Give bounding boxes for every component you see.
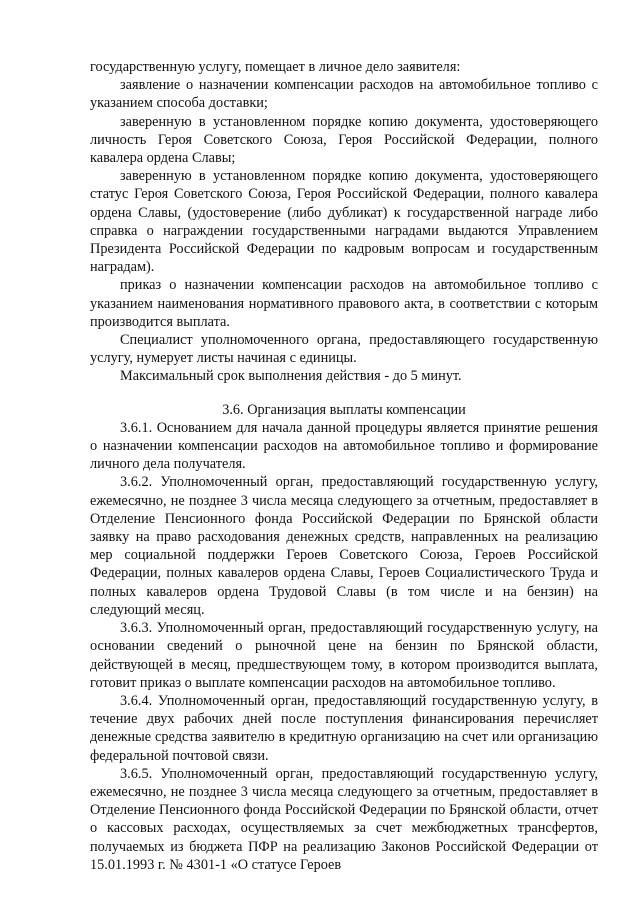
paragraph: заверенную в установленном порядке копию документа, удостоверяющего личность Героя Советского Союза, Героя Российской Федерации, полного кавалера ордена Славы; <box>90 113 598 167</box>
top-paragraphs <box>90 58 598 386</box>
section-heading: 3.6. Организация выплаты компенсации <box>222 401 466 418</box>
document-page <box>90 58 598 874</box>
paragraph: Специалист уполномоченного органа, предоставляющего государственную услугу, нумерует листы начиная с единицы. <box>90 332 598 367</box>
paragraph: 3.6.1. Основанием для начала данной процедуры является принятие решения о назначении компенсации расходов на автомобильное топливо и формирование личного дела получателя. <box>90 419 598 473</box>
paragraph: 3.6.2. Уполномоченный орган, предоставляющий государственную услугу, ежемесячно, не позднее 3 числа месяца следующего за отчетным, предоставляет в Отделение Пенсионного фонда Российской Федерации по Брянской области заявку на право расходования денежных средств, направленных на реализацию мер социальной поддержки Героев Советского Союза, Героев Российской Федерации, полных кавалеров ордена Славы, Героев Социалистического Труда и полных кавалеров ордена Трудовой Славы (в том числе и на бензин) на следующий месяц. <box>90 474 598 618</box>
paragraph: заверенную в установленном порядке копию документа, удостоверяющего статус Героя Советского Союза, Героя Российской Федерации, полного кавалера ордена Славы, (удостоверение (либо дубликат) к государственной награде либо справка о награждении государственными наградами выдаются Управлением Президента Российской Федерации по кадровым вопросам и государственным наградам). <box>90 168 598 276</box>
paragraph: Максимальный срок выполнения действия - до 5 минут. <box>120 368 462 385</box>
paragraph: приказ о назначении компенсации расходов на автомобильное топливо с указанием наименования нормативного правового акта, в соответствии с которым производится выплата. <box>90 277 598 330</box>
paragraph: государственную услугу, помещает в личное дело заявителя: <box>90 59 461 75</box>
paragraph: заявление о назначении компенсации расходов на автомобильное топливо с указанием способа доставки; <box>90 77 598 112</box>
paragraph: 3.6.3. Уполномоченный орган, предоставляющий государственную услугу, на основании сведений о рыночной цене на бензин по Брянской области, действующей в месяц, предшествующем тому, в котором производится выплата, готовит приказ о выплате компенсации расходов на автомобильное топливо. <box>90 620 598 691</box>
paragraph: 3.6.4. Уполномоченный орган, предоставляющий государственную услугу, в течение двух рабочих дней после поступления финансирования перечисляет денежные средства заявителю в кредитную организацию на счет или организацию федеральной почтовой связи. <box>90 692 598 764</box>
paragraph: 3.6.5. Уполномоченный орган, предоставляющий государственную услугу, ежемесячно, не позднее 3 числа месяца следующего за отчетным, предоставляет в Отделение Пенсионного фонда Российской Федерации по Брянской области, отчет о кассовых расходах, осуществляемых за счет межбюджетных трансфертов, получаемых из бюджета ПФР на реализацию Законов Российской Федерации от 15.01.1993 г. № 4301-1 «О статусе Героев <box>90 765 598 873</box>
bottom-paragraphs <box>90 419 598 874</box>
